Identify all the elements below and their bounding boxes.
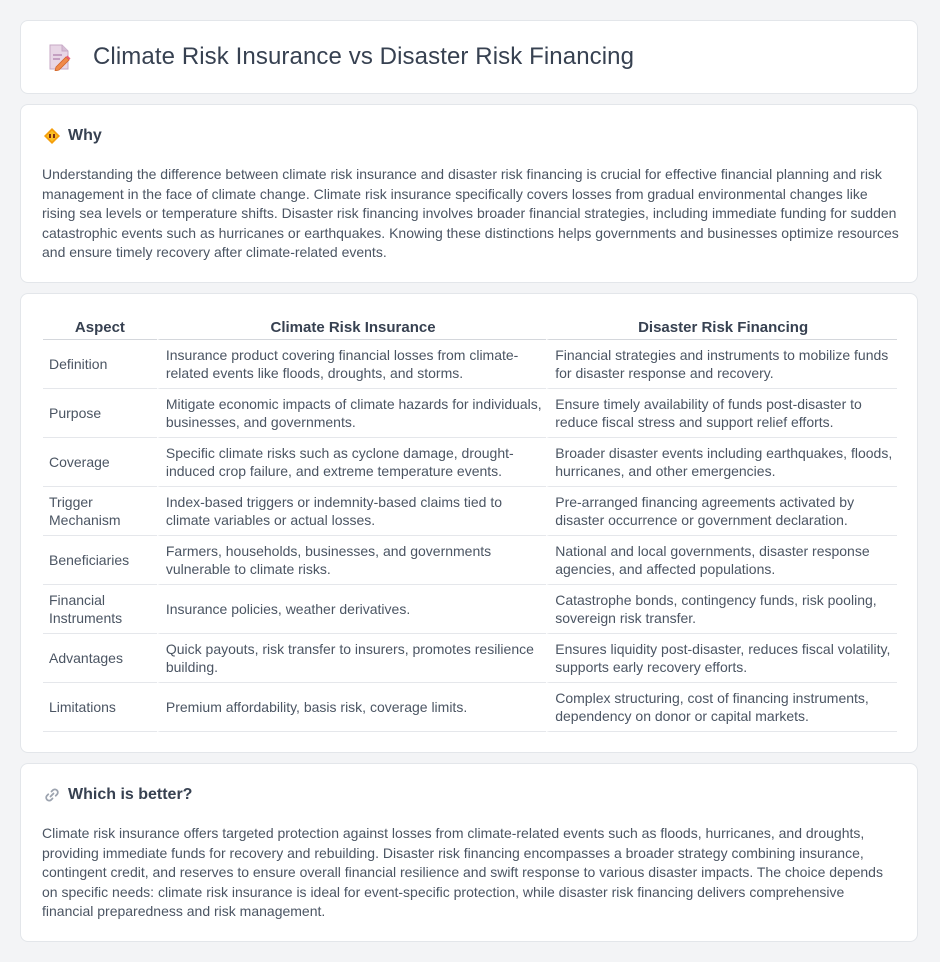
table-cell: National and local governments, disaster response agencies, and affected populations.	[546, 536, 897, 585]
table-cell: Ensure timely availability of funds post-disaster to reduce fiscal stress and support relief efforts.	[546, 389, 897, 438]
diamond-warning-icon	[43, 127, 61, 145]
table-row	[43, 389, 897, 438]
table-cell: Financial strategies and instruments to mobilize funds for disaster response and recovery.	[546, 340, 897, 389]
column-header: Climate Risk Insurance	[157, 317, 546, 340]
table-row	[43, 585, 897, 634]
aspect-cell: Beneficiaries	[43, 536, 157, 585]
table-row	[43, 487, 897, 536]
header-card	[20, 20, 918, 94]
aspect-cell: Definition	[43, 340, 157, 389]
table-row	[43, 438, 897, 487]
aspect-cell: Purpose	[43, 389, 157, 438]
table-row	[43, 683, 897, 732]
table-cell: Ensures liquidity post-disaster, reduces fiscal volatility, supports early recovery efforts.	[546, 634, 897, 683]
comparison-table-card	[20, 293, 918, 753]
aspect-cell: Financial Instruments	[43, 585, 157, 634]
document-pencil-icon	[47, 43, 71, 71]
table-cell: Pre-arranged financing agreements activated by disaster occurrence or government declaration.	[546, 487, 897, 536]
table-cell: Premium affordability, basis risk, coverage limits.	[157, 683, 546, 732]
aspect-cell: Advantages	[43, 634, 157, 683]
link-icon	[43, 786, 61, 804]
table-cell: Insurance policies, weather derivatives.	[157, 585, 546, 634]
table-row	[43, 340, 897, 389]
why-title: Why	[68, 127, 102, 144]
column-header: Disaster Risk Financing	[546, 317, 897, 340]
table-cell: Quick payouts, risk transfer to insurers, promotes resilience building.	[157, 634, 546, 683]
table-cell: Insurance product covering financial losses from climate-related events like floods, droughts, and storms.	[157, 340, 546, 389]
table-cell: Farmers, households, businesses, and governments vulnerable to climate risks.	[157, 536, 546, 585]
aspect-cell: Limitations	[43, 683, 157, 732]
table-cell: Catastrophe bonds, contingency funds, risk pooling, sovereign risk transfer.	[546, 585, 897, 634]
which-is-better-body: Climate risk insurance offers targeted protection against losses from climate-related events such as floods, hurricanes, and droughts, providing immediate funds for recovery and rebuilding. Disaster risk financing encompasses a broader strategy combining insurance, contingent credit, and reserves to ensure overall financial resilience and swift response to various disaster impacts. The choice depends on specific needs: climate risk insurance is ideal for event-specific protection, while disaster risk financing delivers comprehensive financial preparedness and risk management.	[42, 825, 883, 920]
column-header: Aspect	[43, 317, 157, 340]
which-is-better-title: Which is better?	[68, 786, 193, 803]
table-row	[43, 536, 897, 585]
comparison-table	[43, 317, 897, 732]
why-section	[20, 104, 918, 283]
aspect-cell: Coverage	[43, 438, 157, 487]
why-body: Understanding the difference between climate risk insurance and disaster risk financing is crucial for effective financial planning and risk management in the face of climate change. Climate risk insurance specifically covers losses from gradual environmental changes like rising sea levels or temperature shifts. Disaster risk financing involves broader financial strategies, including immediate funding for sudden catastrophic events such as hurricanes or earthquakes. Knowing these distinctions helps governments and businesses optimize resources and ensure timely recovery after climate-related events.	[42, 166, 899, 261]
table-cell: Mitigate economic impacts of climate hazards for individuals, businesses, and governments.	[157, 389, 546, 438]
aspect-cell: Trigger Mechanism	[43, 487, 157, 536]
page-title: Climate Risk Insurance vs Disaster Risk Financing	[93, 43, 635, 70]
table-row	[43, 634, 897, 683]
which-is-better-section	[20, 763, 918, 942]
table-header-row	[43, 317, 897, 340]
table-cell: Broader disaster events including earthquakes, floods, hurricanes, and other emergencies.	[546, 438, 897, 487]
table-cell: Specific climate risks such as cyclone damage, drought-induced crop failure, and extreme temperature events.	[157, 438, 546, 487]
table-cell: Complex structuring, cost of financing instruments, dependency on donor or capital markets.	[546, 683, 897, 732]
table-cell: Index-based triggers or indemnity-based claims tied to climate variables or actual losses.	[157, 487, 546, 536]
